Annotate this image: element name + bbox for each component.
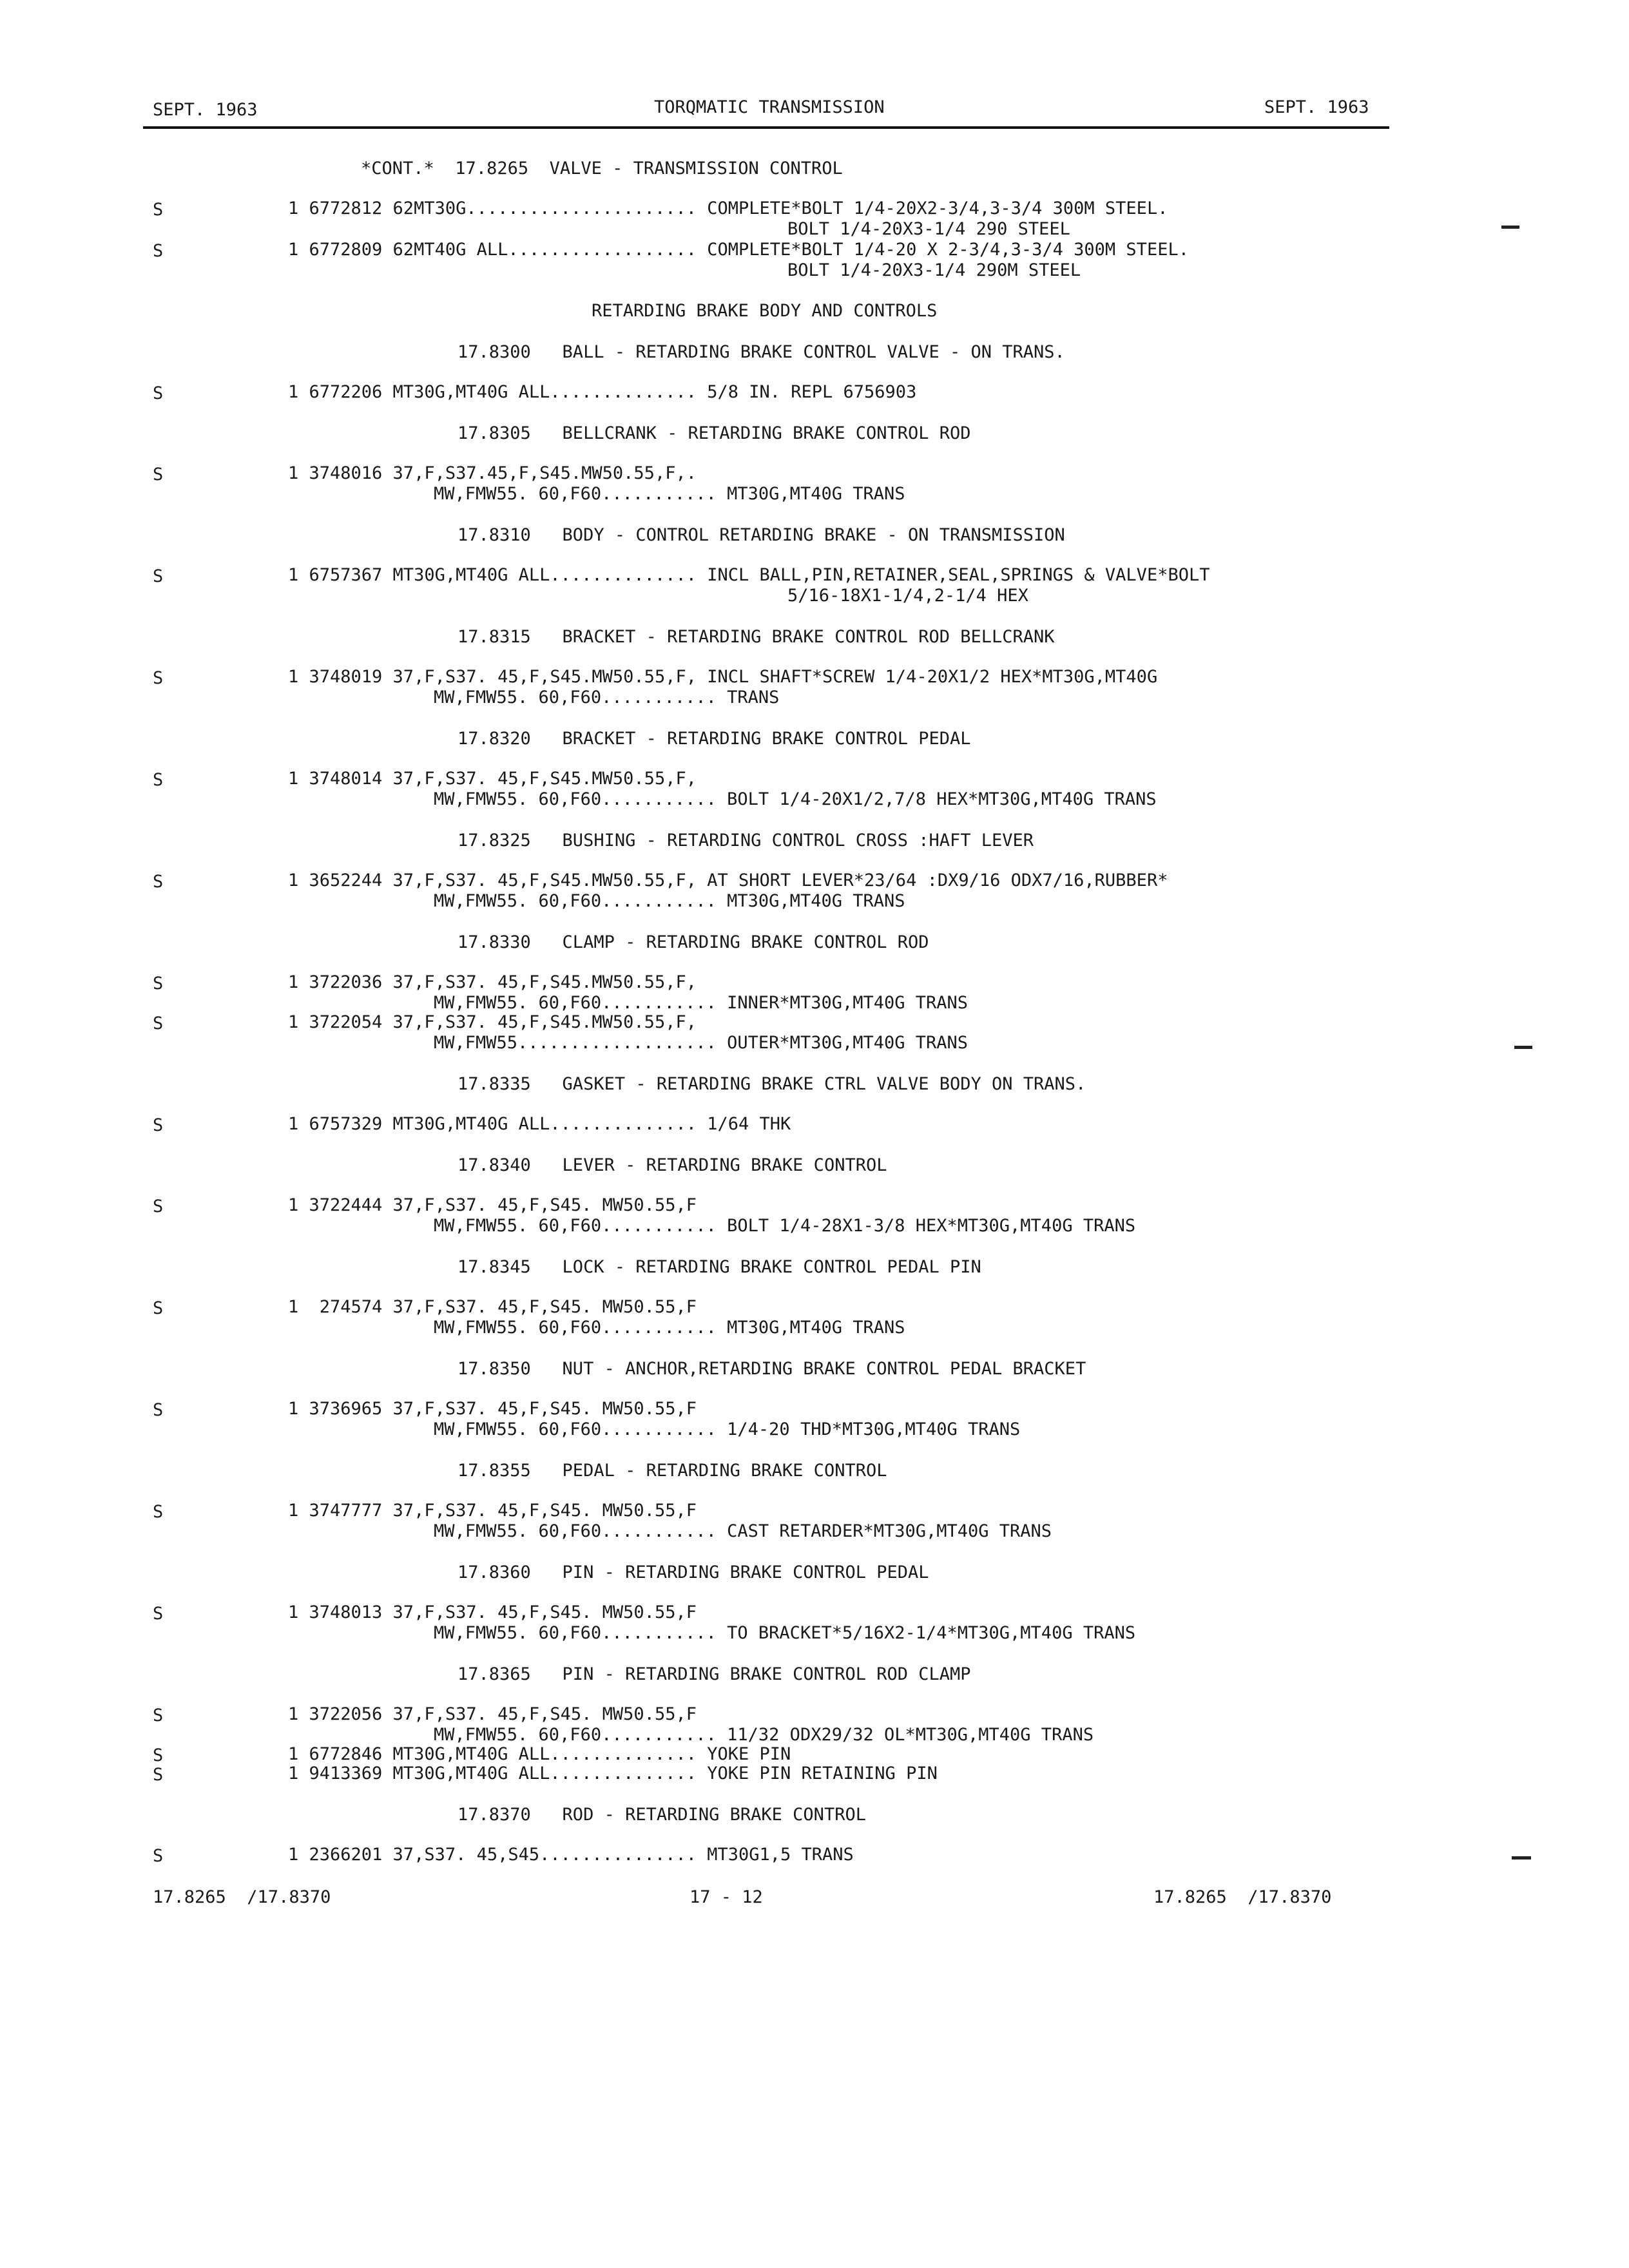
header-title: TORQMATIC TRANSMISSION — [654, 97, 885, 117]
part-line: 1 6772812 62MT30G...................... COMPLETE*BOLT 1/4-20X2-3/4,3-3/4 300M STEEL. — [288, 198, 1168, 218]
group-heading: 17.8355 PEDAL - RETARDING BRAKE CONTROL — [458, 1461, 887, 1481]
group-heading: 17.8325 BUSHING - RETARDING CONTROL CROSS :HAFT LEVER — [458, 831, 1034, 850]
header-date-right: SEPT. 1963 — [1264, 97, 1369, 117]
part-line: 1 6757367 MT30G,MT40G ALL.............. INCL BALL,PIN,RETAINER,SEAL,SPRINGS & VALVE*BOLT — [288, 565, 1210, 585]
group-heading: 17.8305 BELLCRANK - RETARDING BRAKE CONTROL ROD — [458, 423, 971, 443]
continuation-heading: *CONT.* 17.8265 VALVE - TRANSMISSION CONTROL — [361, 159, 843, 178]
part-line-cont: MW,FMW55. 60,F60........... BOLT 1/4-20X1/2,7/8 HEX*MT30G,MT40G TRANS — [434, 789, 1157, 809]
group-heading: 17.8315 BRACKET - RETARDING BRAKE CONTROL ROD BELLCRANK — [458, 627, 1055, 647]
group-heading: 17.8365 PIN - RETARDING BRAKE CONTROL ROD CLAMP — [458, 1664, 971, 1684]
source-code: S — [153, 668, 164, 688]
part-line: 1 2366201 37,S37. 45,S45............... MT30G1,5 TRANS — [288, 1845, 854, 1865]
part-line-cont: MW,FMW55. 60,F60........... MT30G,MT40G TRANS — [434, 1318, 905, 1338]
source-code: S — [153, 383, 164, 403]
source-code: S — [153, 1765, 164, 1785]
part-line: 1 6772846 MT30G,MT40G ALL.............. YOKE PIN — [288, 1744, 791, 1764]
source-code: S — [153, 465, 164, 485]
source-code: S — [153, 974, 164, 994]
part-line: 1 6757329 MT30G,MT40G ALL.............. 1/64 THK — [288, 1114, 791, 1134]
header-date-left: SEPT. 1963 — [153, 100, 258, 120]
source-code: S — [153, 566, 164, 586]
part-line: 1 3736965 37,F,S37. 45,F,S45. MW50.55,F — [288, 1399, 697, 1419]
part-line: 1 3748019 37,F,S37. 45,F,S45.MW50.55,F, INCL SHAFT*SCREW 1/4-20X1/2 HEX*MT30G,MT40G — [288, 667, 1158, 687]
header-rule — [143, 126, 1389, 129]
source-code: S — [153, 1115, 164, 1135]
footer-range-right: 17.8265 /17.8370 — [1153, 1887, 1332, 1907]
part-line-cont: MW,FMW55. 60,F60........... MT30G,MT40G TRANS — [434, 484, 905, 504]
source-code: S — [153, 770, 164, 790]
margin-mark — [1501, 226, 1519, 229]
part-line-cont: MW,FMW55. 60,F60........... MT30G,MT40G TRANS — [434, 891, 905, 911]
part-line: 1 3748016 37,F,S37.45,F,S45.MW50.55,F,. — [288, 463, 697, 483]
part-line: 1 3722444 37,F,S37. 45,F,S45. MW50.55,F — [288, 1195, 697, 1215]
part-description-cont: 5/16-18X1-1/4,2-1/4 HEX — [787, 586, 1028, 606]
margin-mark — [1514, 1046, 1532, 1049]
margin-mark — [1512, 1856, 1531, 1860]
part-line: 1 3722036 37,F,S37. 45,F,S45.MW50.55,F, — [288, 972, 697, 992]
source-code: S — [153, 1502, 164, 1522]
part-line-cont: MW,FMW55. 60,F60........... 1/4-20 THD*MT30G,MT40G TRANS — [434, 1419, 1021, 1439]
source-code: S — [153, 1745, 164, 1765]
source-code: S — [153, 200, 164, 220]
part-line: 1 274574 37,F,S37. 45,F,S45. MW50.55,F — [288, 1297, 697, 1317]
part-line: 1 3747777 37,F,S37. 45,F,S45. MW50.55,F — [288, 1501, 697, 1521]
page-number: 17 - 12 — [689, 1887, 763, 1907]
source-code: S — [153, 1604, 164, 1624]
source-code: S — [153, 1196, 164, 1216]
part-line: 1 3748013 37,F,S37. 45,F,S45. MW50.55,F — [288, 1602, 697, 1622]
part-line: 1 3748014 37,F,S37. 45,F,S45.MW50.55,F, — [288, 769, 697, 789]
part-line: 1 6772206 MT30G,MT40G ALL.............. 5/8 IN. REPL 6756903 — [288, 382, 917, 402]
part-line: 1 6772809 62MT40G ALL.................. COMPLETE*BOLT 1/4-20 X 2-3/4,3-3/4 300M STEEL. — [288, 240, 1189, 260]
section-heading: RETARDING BRAKE BODY AND CONTROLS — [592, 301, 938, 321]
group-heading: 17.8310 BODY - CONTROL RETARDING BRAKE - ON TRANSMISSION — [458, 525, 1065, 545]
part-line-cont: MW,FMW55. 60,F60........... INNER*MT30G,MT40G TRANS — [434, 993, 969, 1013]
part-line: 1 3652244 37,F,S37. 45,F,S45.MW50.55,F, AT SHORT LEVER*23/64 :DX9/16 ODX7/16,RUBBER* — [288, 870, 1168, 890]
part-line-cont: MW,FMW55. 60,F60........... CAST RETARDER*MT30G,MT40G TRANS — [434, 1521, 1052, 1541]
group-heading: 17.8370 ROD - RETARDING BRAKE CONTROL — [458, 1805, 866, 1825]
footer-range-left: 17.8265 /17.8370 — [153, 1887, 331, 1907]
group-heading: 17.8340 LEVER - RETARDING BRAKE CONTROL — [458, 1155, 887, 1175]
source-code: S — [153, 1846, 164, 1866]
part-description-cont: BOLT 1/4-20X3-1/4 290M STEEL — [787, 260, 1081, 280]
source-code: S — [153, 872, 164, 892]
part-line-cont: MW,FMW55. 60,F60........... 11/32 ODX29/32 OL*MT30G,MT40G TRANS — [434, 1725, 1094, 1745]
source-code: S — [153, 1298, 164, 1318]
part-line: 1 3722054 37,F,S37. 45,F,S45.MW50.55,F, — [288, 1012, 697, 1032]
source-code: S — [153, 241, 164, 261]
group-heading: 17.8345 LOCK - RETARDING BRAKE CONTROL PEDAL PIN — [458, 1257, 981, 1277]
source-code: S — [153, 1706, 164, 1725]
group-heading: 17.8330 CLAMP - RETARDING BRAKE CONTROL ROD — [458, 932, 929, 952]
source-code: S — [153, 1400, 164, 1420]
source-code: S — [153, 1014, 164, 1033]
part-description-cont: BOLT 1/4-20X3-1/4 290 STEEL — [787, 219, 1070, 239]
group-heading: 17.8320 BRACKET - RETARDING BRAKE CONTROL PEDAL — [458, 729, 971, 749]
part-line: 1 9413369 MT30G,MT40G ALL.............. YOKE PIN RETAINING PIN — [288, 1763, 938, 1783]
group-heading: 17.8300 BALL - RETARDING BRAKE CONTROL VALVE - ON TRANS. — [458, 342, 1065, 362]
part-line-cont: MW,FMW55. 60,F60........... TO BRACKET*5/16X2-1/4*MT30G,MT40G TRANS — [434, 1623, 1136, 1643]
part-line-cont: MW,FMW55. 60,F60........... TRANS — [434, 687, 780, 707]
group-heading: 17.8360 PIN - RETARDING BRAKE CONTROL PEDAL — [458, 1562, 929, 1582]
group-heading: 17.8350 NUT - ANCHOR,RETARDING BRAKE CONTROL PEDAL BRACKET — [458, 1359, 1086, 1379]
group-heading: 17.8335 GASKET - RETARDING BRAKE CTRL VALVE BODY ON TRANS. — [458, 1074, 1086, 1094]
part-line-cont: MW,FMW55................... OUTER*MT30G,MT40G TRANS — [434, 1033, 969, 1053]
part-line-cont: MW,FMW55. 60,F60........... BOLT 1/4-28X1-3/8 HEX*MT30G,MT40G TRANS — [434, 1216, 1136, 1236]
part-line: 1 3722056 37,F,S37. 45,F,S45. MW50.55,F — [288, 1704, 697, 1724]
